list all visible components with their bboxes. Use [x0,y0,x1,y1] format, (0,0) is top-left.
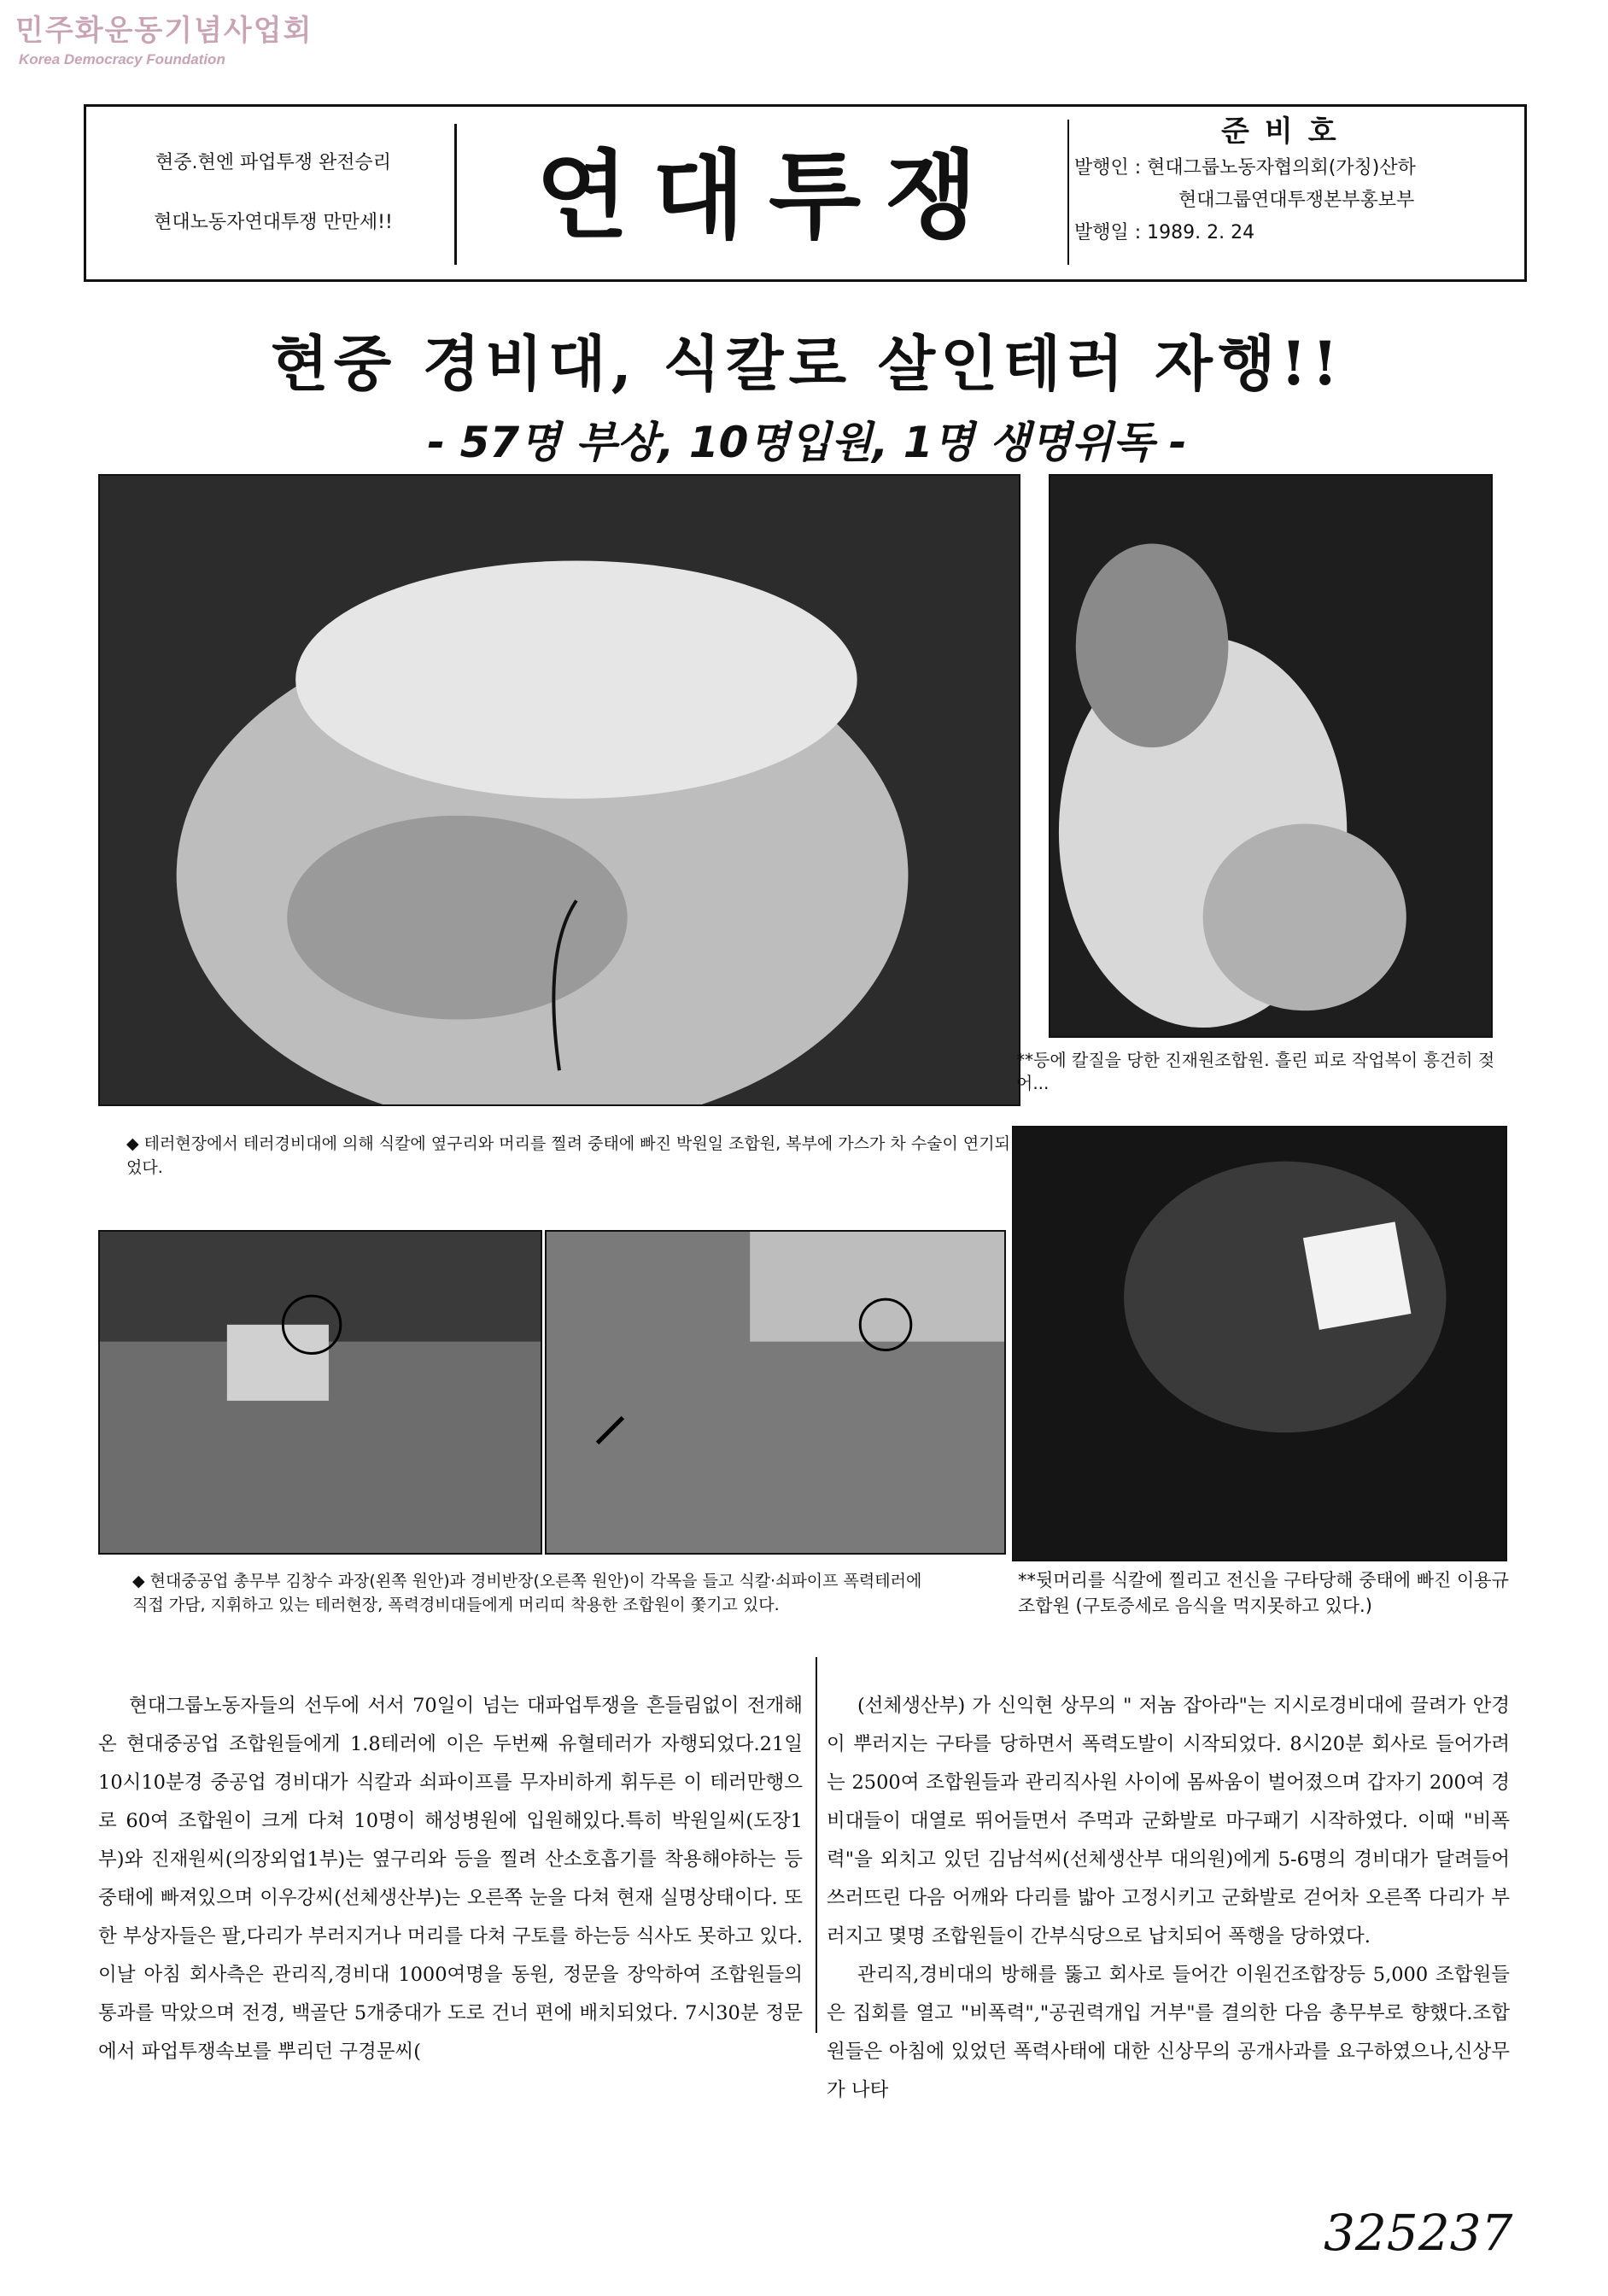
article-left-column [98,1687,803,2071]
publication-info [1074,152,1518,249]
newspaper-title: 연대투쟁 [535,140,1002,252]
subheadline: - 57명 부상, 10명입원, 1명 생명위독 - [427,418,1187,467]
publisher-label: 발행인 : [1074,157,1142,179]
headline: 현중 경비대, 식칼로 살인테러 자행!! [271,328,1343,399]
article-paragraph: (선체생산부) 가 신익현 상무의 " 저놈 잡아라"는 지시로경비대에 끌려가 안경이 뿌러지는 구타를 당하면서 폭력도발이 시작되었다. 8시20분 회사로 들어가려는 2500여 조합원들과 관리직사원 사이에 몸싸움이 벌어졌으며 갑자기 200여 경비대들이 대열로 뛰어들면서 주먹과 군화발로 마구패기 시작하였다. 이때 "비폭력"을 외치고 있던 김남석씨(선체생산부 대의원)에게 5-6명의 경비대가 달려들어 쓰러뜨린 다음 어깨와 다리를 밟아 고정시키고 군화발로 걷어차 오른쪽 다리가 부러지고 몇명 조합원들이 간부식당으로 납치되어 폭행을 당하였다. [827,1695,1510,1948]
photo-back-wound [1049,474,1493,1038]
slogan-2: 현대노동자연대투쟁 만만세!! [154,212,393,233]
issue-label: 준비호 [1221,114,1352,149]
archive-number: 325237 [1324,2204,1513,2262]
watermark-korean: 민주화운동기념사업회 [15,14,313,48]
photo-injured-abdomen [98,474,1020,1106]
article-paragraph: 관리직,경비대의 방해를 뚫고 회사로 들어간 이원건조합장등 5,000 조합원들은 집회를 열고 "비폭력","공권력개입 거부"를 결의한 다음 총무부로 향했다.조합원들은 아침에 있었던 폭력사태에 대한 신상무의 공개사과를 요구하였으나,신상무가 나타 [827,1964,1510,2101]
caption-photo-3: ◆ 현대중공업 총무부 김창수 과장(왼쪽 원안)과 경비반장(오른쪽 원안)이 각목을 들고 식칼·쇠파이프 폭력테러에 직접 가담, 지휘하고 있는 테러현장, 폭력경비대들에게 머리띠 착용한 조합원이 쫓기고 있다. [132,1572,922,1614]
masthead-divider-right [1067,120,1069,265]
masthead-divider-left [454,124,457,265]
photo-head-wound [1012,1126,1507,1561]
article-paragraph: 현대그룹노동자들의 선두에 서서 70일이 넘는 대파업투쟁을 흔들림없이 전개해온 현대중공업 조합원들에게 1.8테러에 이은 두번째 유혈테러가 자행되었다.21일 10시10분경 중공업 경비대가 식칼과 쇠파이프를 무자비하게 휘두른 이 테러만행으로 60여 조합원이 크게 다쳐 10명이 해성병원에 입원해있다.특히 박원일씨(도장1부)와 진재원씨(의장외업1부)는 옆구리와 등을 찔려 산소호흡기를 착용해야하는 등 중태에 빠져있으며 이우강씨(선체생산부)는 오른쪽 눈을 다쳐 현재 실명상태이다. 또한 부상자들은 팔,다리가 부러지거나 머리를 다쳐 구토를 하는등 식사도 못하고 있다. 이날 아침 회사측은 관리직,경비대 1000여명을 동원, 정문을 장악하여 조합원들의 통과를 막았으며 전경, 백골단 5개중대가 도로 건너 편에 배치되었다. 7시30분 정문에서 파업투쟁속보를 뿌리던 구경문씨( [98,1695,803,2063]
publisher-line-1: 현대그룹노동자협의회(가칭)산하 [1147,157,1416,179]
caption-photo-1: ◆ 테러현장에서 테러경비대에 의해 식칼에 옆구리와 머리를 찔려 중태에 빠진 박원일 조합원, 복부에 가스가 차 수술이 연기되었다. [126,1134,1010,1177]
slogans [85,107,453,278]
article-column-divider [816,1657,817,2033]
article-right-column [827,1687,1510,2110]
caption-photo-4: **뒷머리를 식칼에 찔리고 전신을 구타당해 중태에 빠진 이용규 조합원 (구토증세로 음식을 먹지못하고 있다.) [1018,1570,1509,1616]
caption-photo-2: **등에 칼질을 당한 진재원조합원. 흘린 피로 작업복이 흥건히 젖어... [1016,1050,1495,1093]
photo-terror-scene-left [98,1230,542,1555]
slogan-1: 현중.현엔 파업투쟁 완전승리 [155,152,391,173]
publication-date: 1989. 2. 24 [1147,222,1255,243]
photo-terror-scene-right [545,1230,1006,1555]
date-label: 발행일 : [1074,222,1142,243]
publisher-line-2: 현대그룹연대투쟁본부홍보부 [1178,190,1415,211]
watermark-english: Korea Democracy Foundation [19,51,225,67]
